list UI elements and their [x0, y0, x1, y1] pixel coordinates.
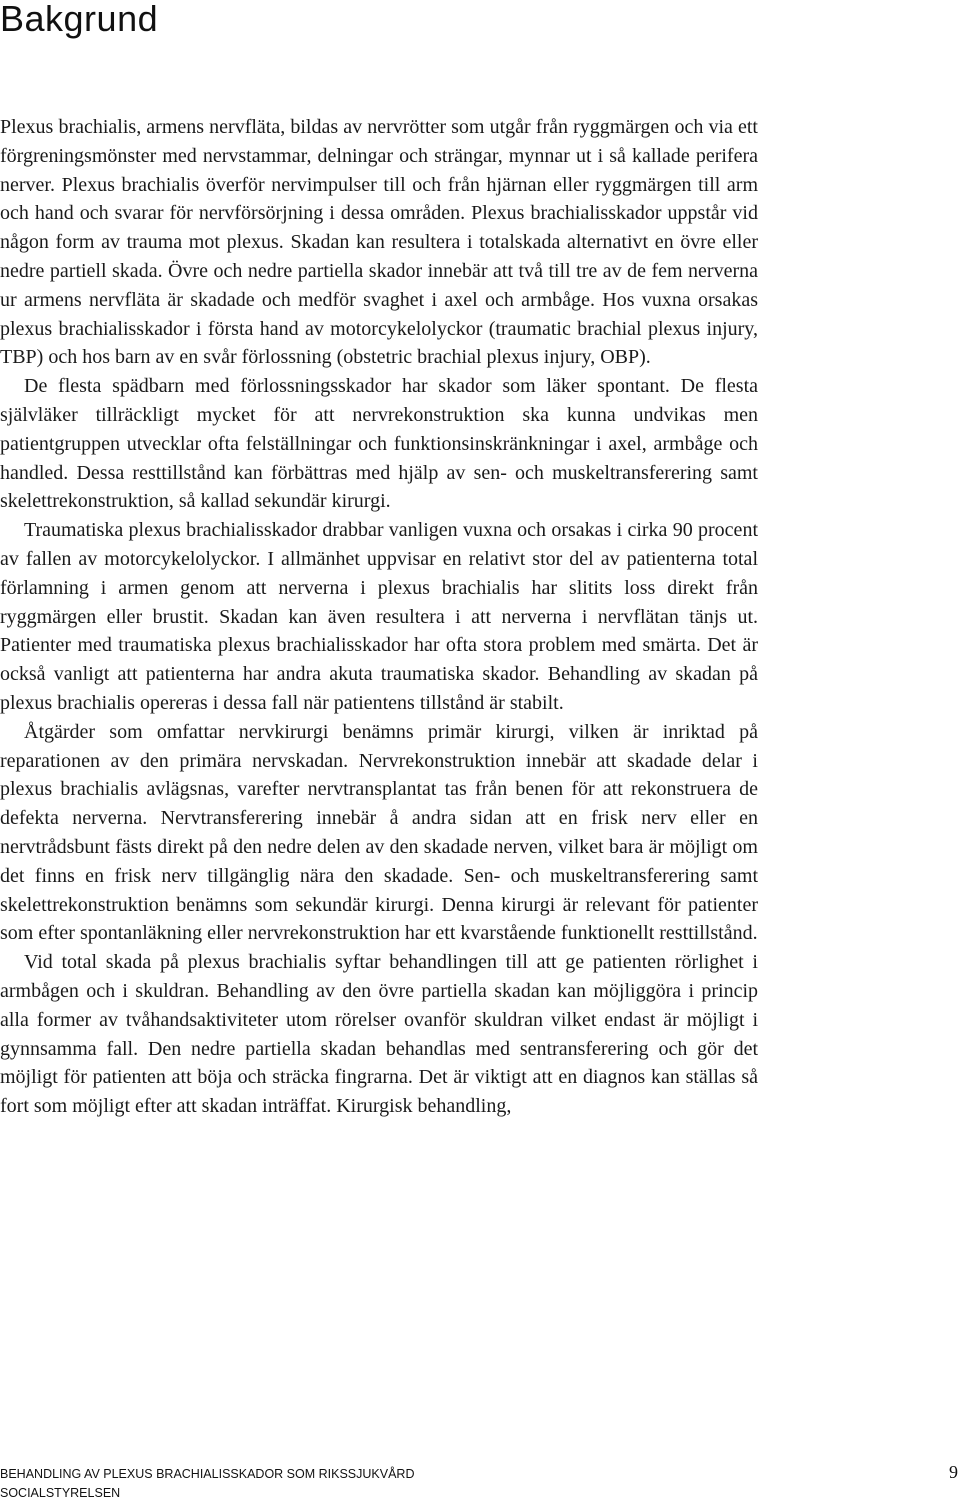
- paragraph-5: Vid total skada på plexus brachialis syftar behandlingen till att ge patienten rörlighet i armbågen och i skuldran. Behandling av den övre partiella skadan kan möjliggöra i princip alla former av tvåhandsaktiviteter utom rörelser ovanför skuldran vilket endast är möjligt i gynnsamma fall. Den nedre partiella skadan behandlas med sentransferering och gör det möjligt för patienten att böja och sträcka fingrarna. Det är viktigt att en diagnos kan ställas så fort som möjligt efter att skadan inträffat. Kirurgisk behandling,: [0, 951, 758, 1118]
- paragraph-2: De flesta spädbarn med förlossningsskador har skador som läker spontant. De flesta självläker tillräckligt mycket för att nervrekonstruktion ska kunna undvikas men patientgruppen utvecklar ofta felställningar och funktionsinskränkningar i axel, armbåge och handled. Dessa resttillstånd kan förbättras med hjälp av sen- och muskeltransferering samt skelettrekonstruktion, så kallad sekundär kirurgi.: [0, 375, 758, 513]
- paragraph-4: Åtgärder som omfattar nervkirurgi benämns primär kirurgi, vilken är inriktad på reparationen av den primära nervskadan. Nervrekonstruktion innebär att skadade delar i plexus brachialis avlägsnas, varefter nervtransplantat tas från benen för att rekonstruera de defekta nerverna. Nervtransferering innebär å andra sidan att en frisk nerv eller en nervtrådsbunt fästs direkt på den nedre delen av den skadade nerven, vilket bara är möjligt om det finns en frisk nerv tillgänglig nära den skadade. Sen- och muskeltransferering samt skelettrekonstruktion benämns som sekundär kirurgi. Denna kirurgi är relevant för patienter som efter spontanläkning eller nervrekonstruktion har ett kvarstående funktionellt resttillstånd.: [0, 720, 758, 945]
- paragraph-3: Traumatiska plexus brachialisskador drabbar vanligen vuxna och orsakas i cirka 90 procent av fallen av motorcykelolyckor. I allmänhet uppvisar en relativt stor del av patienterna total förlamning i armen genom att nerverna i plexus brachialis har slitits loss direkt från ryggmärgen eller brustit. Skadan kan även resultera i att nerverna i nervflätan tänjs ut. Patienter med traumatiska plexus brachialisskador har ofta stora problem med smärta. Det är också vanligt att patienterna har andra akuta traumatiska skador. Behandling av skadan på plexus brachialis opereras i dessa fall när patientens tillstånd är stabilt.: [0, 519, 758, 714]
- paragraph-1: Plexus brachialis, armens nervfläta, bildas av nervrötter som utgår från ryggmärgen och via ett förgreningsmönster med nervstammar, delningar och strängar, mynnar ut i så kallade perifera nerver. Plexus brachialis överför nervimpulser till och från hjärnan eller ryggmärgen till arm och hand och svarar för nervförsörjning i dessa områden. Plexus brachialisskador uppstår vid någon form av trauma mot plexus. Skadan kan resultera i totalskada alternativt en övre eller nedre partiell skada. Övre och nedre partiella skador innebär att två till tre av de fem nerverna ur armens nervfläta är skadade och medför svaghet i axel och armbåge. Hos vuxna orsakas plexus brachialisskador i första hand av motorcykelolyckor (traumatic brachial plexus injury, TBP) och hos barn av en svår förlossning (obstetric brachial plexus injury, OBP).: [0, 116, 758, 369]
- page-heading: Bakgrund: [0, 0, 159, 39]
- footer-report-title: BEHANDLING AV PLEXUS BRACHIALISSKADOR SOM RIKSSJUKVÅRD: [0, 1467, 415, 1481]
- page-number: 9: [949, 1462, 958, 1482]
- body-text: [0, 113, 758, 1121]
- footer-organization: SOCIALSTYRELSEN: [0, 1486, 121, 1500]
